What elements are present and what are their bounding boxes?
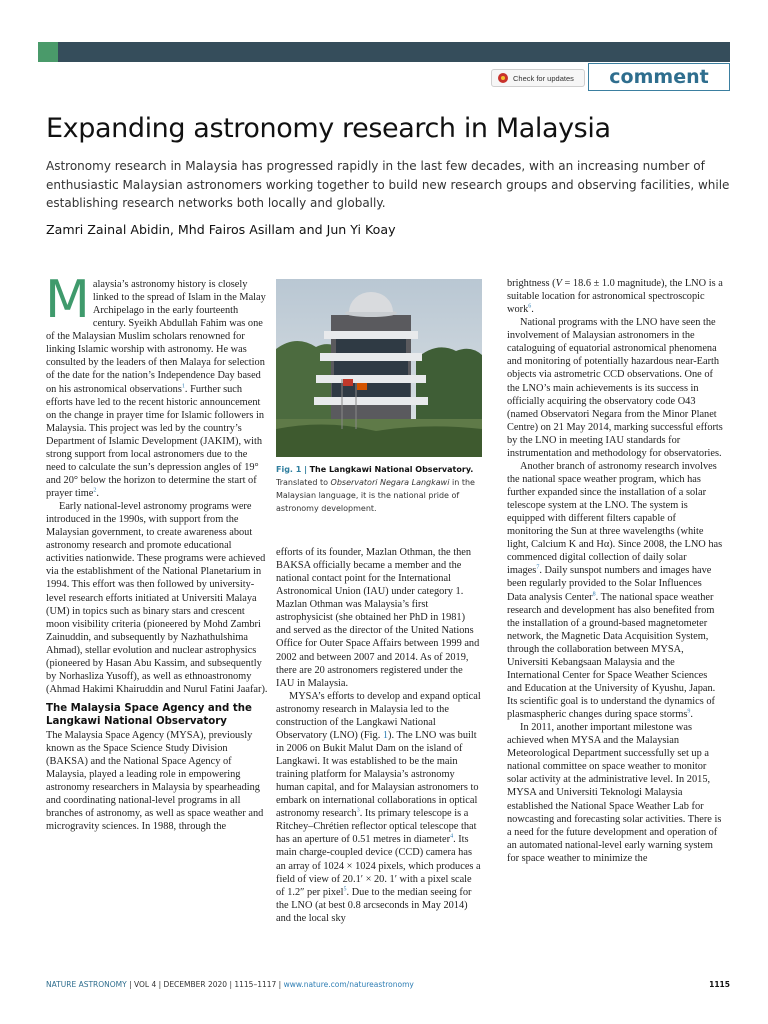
reference-link[interactable]: 3: [356, 807, 360, 814]
header-bar: [38, 42, 730, 62]
author-list: Zamri Zainal Abidin, Mhd Fairos Asillam and Jun Yi Koay: [46, 222, 396, 237]
observatory-photo: [276, 279, 482, 457]
reference-link[interactable]: 6: [528, 303, 532, 310]
reference-link[interactable]: 4: [450, 833, 454, 840]
section-heading: The Malaysia Space Agency and the Langkawi National Observatory: [46, 703, 252, 727]
figure-title: The Langkawi National Observatory.: [309, 465, 474, 474]
journal-url-link[interactable]: www.nature.com/natureastronomy: [283, 980, 414, 989]
paragraph: Early national-level astronomy programs were introduced in the 1990s, with support from the Malaysian government, to create awareness about astronomy research and promote educational activities nationwide. These programs were achieved via the establishment of the National Planetarium in 1994. This effort was then followed by university-level research efforts initiated at Universiti Malaya (UM) in topics such as binary stars and crescent moon visibility criteria (pioneered by Mohd Zambri Zainuddin, and subsequently by Nazhathulshima Ahmad), stellar evolution and nuclear astrophysics (pioneered by Hasan Abu Kassim, and subsequently by Norhasliza Yusoff), as well as ethnoastronomy (Ahmad Hakimi Khairuddin and Nurul Fatini Jaafar).: [46, 501, 268, 695]
paragraph: brightness (V = 18.6 ± 1.0 magnitude), the LNO is a suitable location for astronomical spectroscopic work$^6$.: [507, 278, 723, 316]
paragraph: National programs with the LNO have seen the involvement of Malaysian astronomers in the cataloguing of equatorial astronomical phenomena and monitoring of potentially hazardous near-Earth objects via astrometric CCD observations. One of the LNO’s main achievements is its success in officially acquiring the observatory code O43 (named Observatori Negara from the Minor Planet Centre) on 21 May 2014, marking successful efforts by the LNO in meeting IAU standards for instrumentation and methodology for observatories.: [507, 317, 723, 459]
column-1: [45, 270, 268, 833]
check-for-updates-label: Check for updates: [513, 73, 574, 83]
paragraph: MYSA’s efforts to develop and expand optical astronomy research in Malaysia led to the construction of the Langkawi National Observatory (LNO) (Fig. 1). The LNO was built in 2006 on Bukit Malut Dam on the island of Langkawi. It was established to be the main training platform for Malaysia’s astronomy human capital, and for Malaysian astronomers to embark on international collaborations in optical astronomy research$^3$. Its primary telescope is a Ritchey–Chrétien reflector optical telescope that has an aperture of 0.51 metres in diameter$^4$. Its main charge-coupled device (CCD) camera has an array of 1024 × 1024 pixels, which produces a field of view of 20.1′ × 20. 1′ with a pixel scale of 1.2″ per pixel$^5$. Due to the median seeing for the LNO (at best 0.8 arcseconds in May 2014) and the local sky: [276, 690, 481, 924]
reference-link[interactable]: 5: [343, 886, 347, 893]
figure-caption: Fig. 1 | The Langkawi National Observatory. Translated to Observatori Negara Langkawi in the Malaysian language, it is the national pride of astronomy development.: [276, 465, 475, 513]
crossmark-icon: [498, 73, 508, 83]
reference-link[interactable]: 8: [592, 591, 596, 598]
observatory-illustration: [276, 279, 482, 457]
reference-link[interactable]: 7: [536, 564, 540, 571]
drop-cap: M: [45, 270, 90, 330]
header-accent-block: [38, 42, 58, 62]
section-badge: comment: [588, 63, 730, 91]
reference-link[interactable]: 9: [687, 708, 691, 715]
figure-link[interactable]: 1: [382, 729, 389, 741]
paragraph: efforts of its founder, Mazlan Othman, the then BAKSA officially became a member and the national contact point for the International Astronomical Union (IAU) under category 1. Mazlan Othman was Malaysia’s first astrophysicist (she obtained her PhD in 1981) and served as the director of the United Nations Office for Outer Space Affairs between 1999 and 2002 and between 2007 and 2014. As of 2019, there are 20 astronomers registered under the IAU in Malaysia.: [276, 547, 480, 689]
paragraph: Malaysia’s astronomy history is closely linked to the spread of Islam in the Malay Archipelago in the early fourteenth century. Syeikh Abdullah Fahim was one of the Malaysian Muslim scholars renowned for linking Islamic worship with astronomy. He was consulted by the leaders of then Malaya for selection of the date for the nation’s Independence Day based on his astronomical observations$^1$. Further such efforts have led to the recent historic announcement on the change in prayer time for Islamic followers in Malaysia. This project was led by the country’s Department of Islamic Development (JAKIM), with strong support from local astronomers due to the need to calculate the sun’s depression angles of 19° and 20° below the horizon to determine the start of prayer time$^2$.: [45, 270, 266, 499]
paragraph: Another branch of astronomy research involves the national space weather program, which has further expanded since the installation of a solar telescope system at the LNO. The system is equipped with different filters capable of monitoring the Sun at three wavelengths (white light, Calcium K and Hα). Since 2008, the LNO has commenced digital collection of daily solar images$^7$. Daily sunspot numbers and images have been regularly provided to the Solar Influences Data analysis Center$^8$. The national space weather research and development has also benefited from the installation of a ground-based magnetometer network, the Magnetic Data Acquisition System, through the collaboration between MYSA, Universiti Kebangsaan Malaysia and the International Center for Space Weather Sciences and Education at the University of Kyushu, Japan. Its scientific goal is to understand the dynamics of plasmaspheric changes during space storms$^9$.: [507, 460, 723, 721]
journal-name: NATURE ASTRONOMY: [46, 980, 127, 989]
page-footer: [46, 980, 730, 989]
reference-link[interactable]: 2: [93, 487, 97, 494]
standfirst: Astronomy research in Malaysia has progressed rapidly in the last few decades, with an increasing number of enthusiastic Malaysian astronomers working together to build new research groups and observing facilities, while establishing research networks both locally and globally.: [46, 159, 730, 211]
column-3: [507, 277, 723, 865]
article-title: Expanding astronomy research in Malaysia: [46, 113, 611, 144]
page-number: 1115: [709, 980, 730, 989]
figure-label: Fig. 1 |: [276, 465, 308, 474]
paragraph: In 2011, another important milestone was achieved when MYSA and the Malaysian Meteorological Department successfully set up a national committee on space weather to monitor solar activity at the administrative level. In 2015, MYSA and Universiti Teknologi Malaysia established the National Space Weather Lab for nowcasting and forecasting solar activities. There is a need for the future development and operation of an automated national-level early warning system for space weather to minimize the: [507, 722, 722, 864]
reference-link[interactable]: 1: [181, 383, 185, 390]
check-for-updates-button[interactable]: [491, 69, 585, 87]
column-2: [276, 546, 482, 925]
paragraph: The Malaysia Space Agency (MYSA), previously known as the Space Science Study Division (BAKSA) and the National Space Agency of Malaysia, played a leading role in empowering astronomy researchers in Malaysia by spearheading and coordinating national-level programs in all branches of astronomy, as well as space weather and microgravity sciences. In 1988, through the: [46, 729, 264, 833]
issue-info: | VOL 4 | DECEMBER 2020 | 1115–1117 |: [126, 980, 284, 989]
